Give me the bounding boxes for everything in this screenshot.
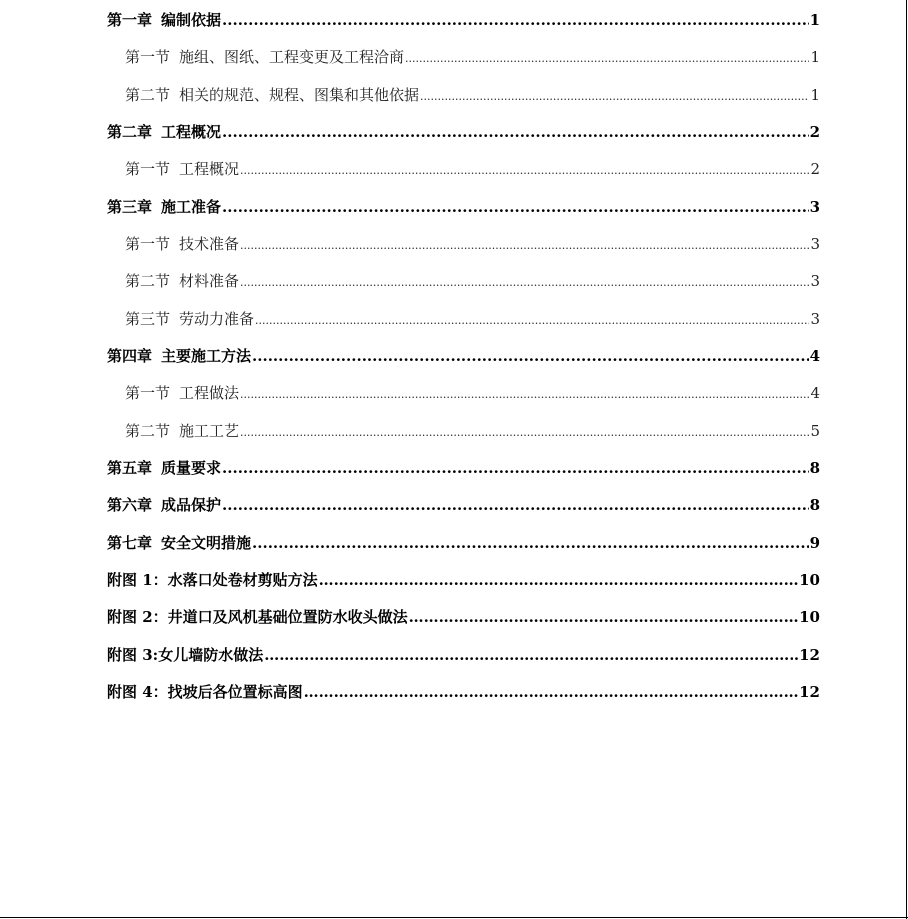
toc-page-number: 4	[809, 347, 820, 365]
toc-page-number: 2	[809, 123, 820, 141]
toc-page-number: 4	[810, 384, 820, 402]
toc-title: 施组、图纸、工程变更及工程洽商	[179, 48, 405, 66]
toc-section-1-1[interactable]	[125, 45, 820, 69]
toc-number: 第一节	[125, 48, 171, 66]
ellipsis-leader	[304, 680, 798, 704]
toc-title: 技术准备	[179, 235, 240, 253]
ellipsis-leader	[319, 568, 798, 592]
toc-chapter-5[interactable]	[107, 456, 820, 480]
toc-figure-3[interactable]	[107, 643, 820, 667]
page-bottom-border	[0, 917, 908, 918]
dot-leader	[420, 85, 809, 109]
toc-number: 第一节	[125, 160, 171, 178]
toc-chapter-4[interactable]	[107, 344, 820, 368]
toc-title: 成品保护	[161, 496, 222, 514]
toc-number: 第一章	[107, 11, 153, 29]
toc-page-number: 5	[810, 422, 820, 440]
dot-leader	[240, 234, 809, 258]
toc-page-number: 2	[810, 160, 820, 178]
toc-title: 材料准备	[179, 272, 240, 290]
toc-page-number: 1	[810, 86, 820, 104]
toc-title: 工程做法	[179, 384, 240, 402]
toc-chapter-7[interactable]	[107, 531, 820, 555]
dot-leader	[222, 8, 809, 32]
toc-number: 第二节	[125, 86, 171, 104]
toc-number: 第五章	[107, 459, 153, 477]
toc-page-number: 8	[809, 459, 820, 477]
ellipsis-leader	[264, 643, 793, 667]
toc-page-number: 10	[799, 608, 820, 626]
toc-number: 第一节	[125, 384, 171, 402]
toc-page-number: 9	[809, 534, 820, 552]
toc-section-4-1[interactable]	[125, 381, 820, 405]
dot-leader	[405, 47, 809, 71]
toc-chapter-3[interactable]	[107, 195, 820, 219]
toc-section-3-2[interactable]	[125, 269, 820, 293]
toc-page-number: .12	[793, 646, 820, 664]
toc-title: 编制依据	[161, 11, 222, 29]
toc-title: 劳动力准备	[179, 310, 255, 328]
toc-figure-1[interactable]	[107, 568, 820, 592]
toc-chapter-1[interactable]	[107, 8, 820, 32]
toc-title: 相关的规范、规程、图集和其他依据	[179, 86, 420, 104]
toc-number: 第二章	[107, 123, 153, 141]
toc-title: 工程概况	[179, 160, 240, 178]
toc-page-number: 12	[799, 683, 820, 701]
toc-title: 附图 4：找坡后各位置标高图	[107, 683, 303, 701]
dot-leader	[222, 493, 809, 517]
toc-number: 第二节	[125, 272, 171, 290]
toc-section-3-3[interactable]	[125, 307, 820, 331]
toc-page-number: 3	[810, 310, 820, 328]
toc-page-number: 10	[799, 571, 820, 589]
dot-leader	[240, 271, 809, 295]
toc-chapter-6[interactable]	[107, 493, 820, 517]
dot-leader	[252, 344, 809, 368]
dot-leader	[240, 159, 809, 183]
dot-leader	[240, 421, 809, 445]
toc-title: 施工准备	[161, 198, 222, 216]
toc-section-4-2[interactable]	[125, 419, 820, 443]
toc-title: 安全文明措施	[161, 534, 252, 552]
dot-leader	[222, 195, 809, 219]
toc-number: 第三章	[107, 198, 153, 216]
toc-number: 第二节	[125, 422, 171, 440]
toc-figure-2[interactable]	[107, 605, 820, 629]
toc-title: 附图 1：水落口处卷材剪贴方法	[107, 571, 318, 589]
toc-page-number: 3	[810, 235, 820, 253]
toc-page-number: 1	[809, 11, 820, 29]
toc-page-number: 1	[810, 48, 820, 66]
toc-chapter-2[interactable]	[107, 120, 820, 144]
toc-title: 附图 2：井道口及风机基础位置防水收头做法	[107, 608, 408, 626]
toc-title: 施工工艺	[179, 422, 240, 440]
toc-page-number: 8	[809, 496, 820, 514]
toc-title: 主要施工方法	[161, 347, 252, 365]
toc-section-3-1[interactable]	[125, 232, 820, 256]
toc-page-number: 3	[810, 272, 820, 290]
page-right-border	[906, 0, 907, 919]
toc-number: 第七章	[107, 534, 153, 552]
toc-number: 第三节	[125, 310, 171, 328]
toc-number: 第六章	[107, 496, 153, 514]
ellipsis-leader	[409, 605, 798, 629]
toc-section-2-1[interactable]	[125, 157, 820, 181]
dot-leader	[222, 120, 809, 144]
toc-title: 工程概况	[161, 123, 222, 141]
toc-title: 附图 3:女儿墙防水做法	[107, 646, 264, 664]
toc-number: 第一节	[125, 235, 171, 253]
toc-section-1-2[interactable]	[125, 83, 820, 107]
toc-figure-4[interactable]	[107, 680, 820, 704]
dot-leader	[255, 309, 809, 333]
toc-number: 第四章	[107, 347, 153, 365]
dot-leader	[252, 531, 809, 555]
toc-page-number: 3	[809, 198, 820, 216]
toc-title: 质量要求	[161, 459, 222, 477]
dot-leader	[222, 456, 809, 480]
dot-leader	[240, 383, 809, 407]
